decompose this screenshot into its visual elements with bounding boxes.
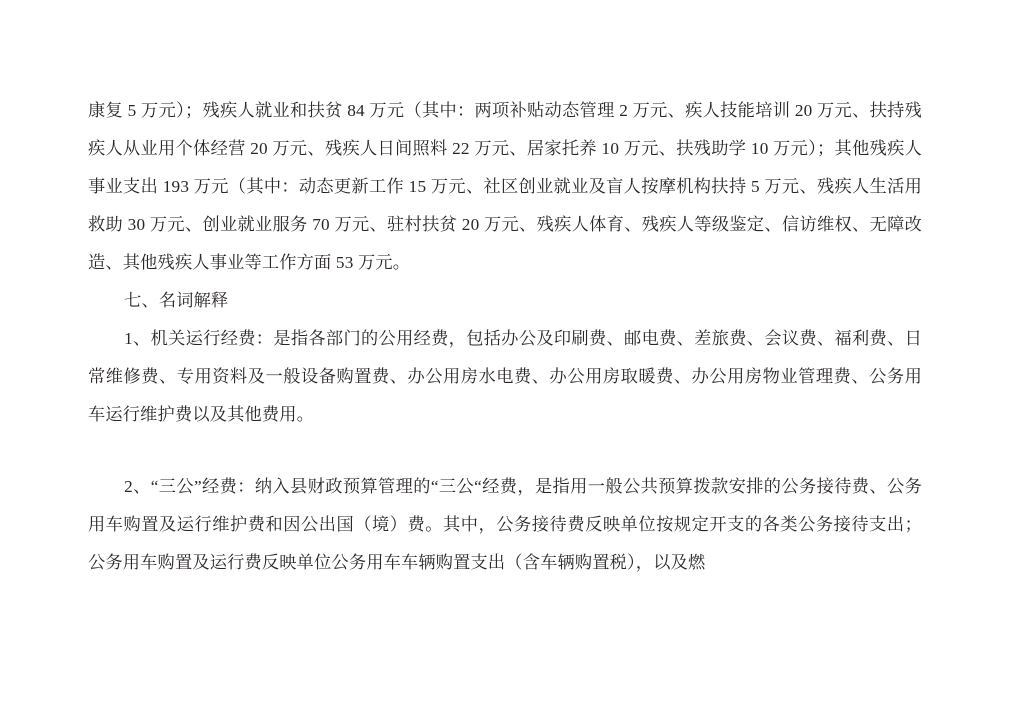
paragraph-spacer [88, 434, 922, 468]
document-body [88, 92, 922, 582]
paragraph-item-2: 2、“三公”经费：纳入县财政预算管理的“三公“经费，是指用一般公共预算拨款安排的公务接待费、公务用车购置及运行维护费和因公出国（境）费。其中，公务接待费反映单位按规定开支的各类公务接待支出；公务用车购置及运行费反映单位公务用车车辆购置支出（含车辆购置税），以及燃 [88, 477, 922, 572]
paragraph-disability-funds: 康复 5 万元）；残疾人就业和扶贫 84 万元（其中：两项补贴动态管理 2 万元、疾人技能培训 20 万元、扶持残疾人从业用个体经营 20 万元、残疾人日间照料 22 万元、居家托养 10 万元、扶残助学 10 万元）；其他残疾人事业支出 193 万元（其中：动态更新工作 15 万元、社区创业就业及盲人按摩机构扶持 5 万元、残疾人生活用救助 30 万元、创业就业服务 70 万元、驻村扶贫 20 万元、残疾人体育、残疾人等级鉴定、信访维权、无障改造、其他残疾人事业等工作方面 53 万元。 [88, 101, 922, 272]
paragraph-section-heading: 七、名词解释 [124, 291, 229, 310]
paragraph-item-1: 1、机关运行经费：是指各部门的公用经费，包括办公及印刷费、邮电费、差旅费、会议费、福利费、日常维修费、专用资料及一般设备购置费、办公用房水电费、办公用房取暖费、办公用房物业管理费、公务用车运行维护费以及其他费用。 [88, 329, 922, 424]
